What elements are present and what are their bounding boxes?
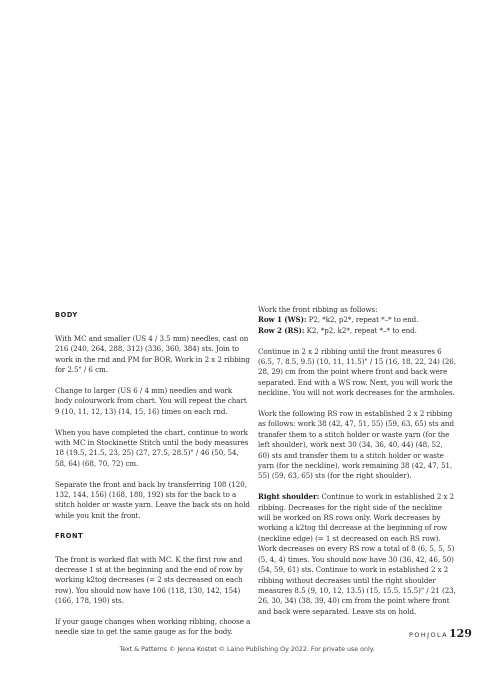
row1-label: Row 1 (WS): xyxy=(258,315,307,325)
front-paragraph-gauge: If your gauge changes when working ribbing, choose a needle size to get the same gauge as for the body. xyxy=(55,617,251,637)
body-paragraph-stockinette: When you have completed the chart, continue to work with MC in Stockinette Stitch until the body measures 18 (19.5, 21.5, 23, 25) (27, 27.5, 28.5)" / 46 (50, 54, 58, 64) (68, 70, 72) cm. xyxy=(55,427,249,468)
left-column xyxy=(55,305,251,648)
row2-text: K2, *p2, k2*, repeat *–* to end. xyxy=(304,325,417,335)
right-shoulder-label: Right shoulder: xyxy=(258,492,320,502)
row2-label: Row 2 (RS): xyxy=(258,325,305,335)
ribbing-intro: Work the front ribbing as follows: xyxy=(258,305,378,314)
body-section-heading: BODY xyxy=(55,311,78,319)
front-section-heading: FRONT xyxy=(55,531,84,540)
body-paragraph-separate: Separate the front and back by transferring 108 (120, 132, 144, 156) (168, 180, 192) sts for the back to a stitch holder or waste yarn. Leave the back sts on hold while you knit the front. xyxy=(55,479,250,520)
ribbing-continue-paragraph: Continue in 2 x 2 ribbing until the front measures 6 (6.5, 7, 8.5, 9.5) (10, 11, 11.5)" / 15 (16, 18, 22, 24) (26, 28, 29) cm from the point where front and back were separated. End with a WS row. Next, you will work the neckline. You will not work decreases for the armholes. xyxy=(258,346,456,398)
right-column xyxy=(258,305,456,628)
copyright-notice: Text & Patterns © Jenna Kostet © Laino Publishing Oy 2022. For private use only. xyxy=(119,646,375,653)
row1-text: P2, *k2, p2*, repeat *–* to end. xyxy=(306,315,419,325)
right-shoulder-paragraph xyxy=(258,492,456,617)
page-number: 129 xyxy=(449,627,472,640)
right-shoulder-text: Continue to work in established 2 x 2 ribbing. Decreases for the right side of the neckline will be worked on RS rows only. Work decreases by working a k2tog tbl decrease at the beginning of row (neckline edge) (= 1 st decreased on each RS row). Work decreases on every RS row a total of 8 (6, 5, 5, 5) (5, 4, 4) times. You should now have 30 (36, 42, 46, 50) (54, 59, 61) sts. Continue to work in established 2 x 2 ribbing without decreases until the right shoulder measures 8.5 (9, 10, 12, 13.5) (15, 15.5, 15.5)" / 21 (23, 26, 30, 34) (38, 39, 40) cm from the point where front and back were separated. Leave sts on hold. xyxy=(258,492,456,616)
body-paragraph-cast-on: With MC and smaller (US 4 / 3.5 mm) needles, cast on 216 (240, 264, 288, 312) (336, 360, 384) sts. Join to work in the rnd and PM for BOR. Work in 2 x 2 ribbing for 2.5" / 6 cm. xyxy=(55,334,250,375)
magazine-name: POHJOLA xyxy=(409,631,448,639)
neckline-split-paragraph: Work the following RS row in established 2 x 2 ribbing as follows: work 38 (42, 47, 51, 55) (59, 63, 65) sts and transfer them to a stitch holder or waste yarn (for the left shoulder), work next 30 (34, 36, 40, 44) (48, 52, 60) sts and transfer them to a stitch holder or waste yarn (for the neckline), work remaining 38 (42, 47, 51, 55) (59, 63, 65) sts (for the right shoulder). xyxy=(258,409,454,481)
ribbing-instructions xyxy=(258,305,456,336)
front-paragraph-flat: The front is worked flat with MC. K the first row and decrease 1 st at the beginning and the end of row by working k2tog decreases (= 2 sts decreased on each row). You should now have 106 (118, 130, 142, 154) (166, 178, 190) sts. xyxy=(55,554,243,606)
body-paragraph-colourwork: Change to larger (US 6 / 4 mm) needles and work body colourwork from chart. You will repeat the chart 9 (10, 11, 12, 13) (14, 15, 16) times on each rnd. xyxy=(55,386,247,416)
